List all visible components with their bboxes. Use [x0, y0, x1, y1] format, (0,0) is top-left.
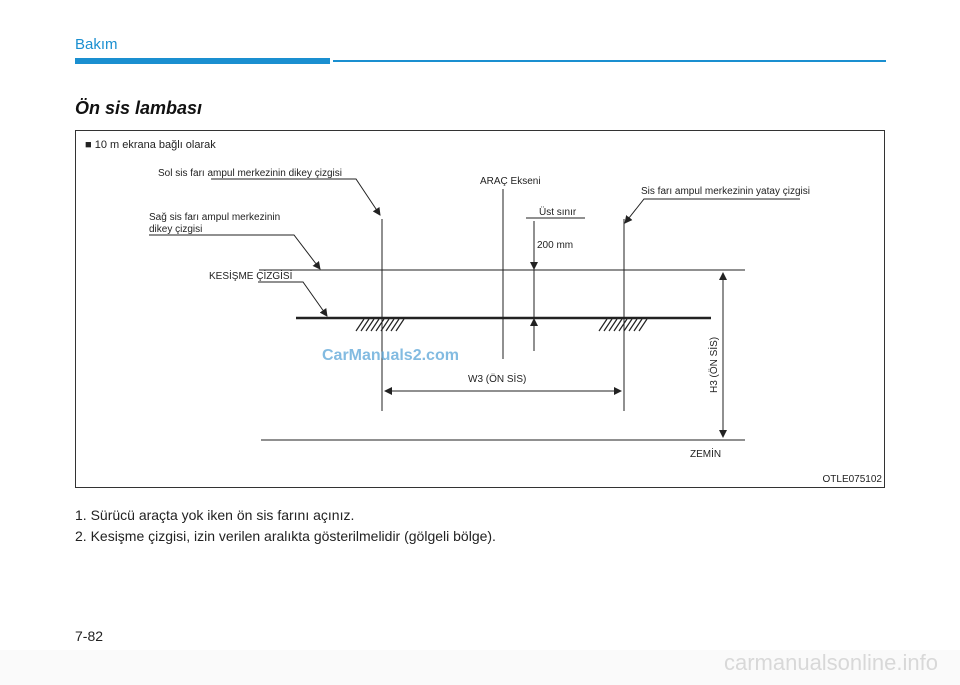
label-intersection: KESİŞME ÇİZGİSİ: [209, 271, 293, 282]
label-distance: 200 mm: [537, 240, 574, 251]
footer-brand[interactable]: carmanualsonline.info: [723, 650, 938, 675]
leader-right-vertical: [149, 235, 320, 269]
label-left-vertical: Sol sis farı ampul merkezinin dikey çizgisi: [158, 168, 342, 179]
leader-horizontal: [625, 199, 800, 223]
step-item: 1. Sürücü araçta yok iken ön sis farını açınız.: [75, 507, 355, 523]
label-height: H3 (ÖN SİS): [709, 336, 720, 393]
label-right-vertical-2: dikey çizgisi: [149, 224, 203, 235]
diagram-svg: [76, 131, 884, 487]
step-item: 2. Kesişme çizgisi, izin verilen aralıkta gösterilmelidir (gölgeli bölge).: [75, 528, 496, 544]
footer-bar: [0, 650, 960, 685]
label-width: W3 (ÖN SİS): [468, 374, 527, 385]
label-upper-limit: Üst sınır: [539, 207, 577, 218]
hatched-zone-right: [599, 319, 647, 331]
figure-caption: ■ 10 m ekrana bağlı olarak: [85, 139, 216, 151]
figure-code: OTLE075102: [822, 474, 882, 485]
label-vehicle-axis: ARAÇ Ekseni: [480, 176, 541, 187]
section-label: Bakım: [75, 36, 118, 53]
label-ground: ZEMİN: [690, 449, 722, 460]
label-right-vertical-1: Sağ sis farı ampul merkezinin: [149, 212, 281, 223]
aiming-diagram: [75, 130, 885, 488]
header-rule-thick: [75, 58, 330, 64]
page-title: Ön sis lambası: [75, 98, 203, 118]
header-rule-thin: [333, 60, 886, 62]
leader-intersection: [258, 282, 327, 316]
leader-left-vertical: [211, 179, 380, 215]
steps-list: [75, 505, 496, 547]
page-number: 7-82: [75, 628, 104, 644]
hatched-zone-left: [356, 319, 404, 331]
watermark: CarManuals2.com: [322, 347, 459, 364]
label-horizontal: Sis farı ampul merkezinin yatay çizgisi: [641, 186, 810, 197]
